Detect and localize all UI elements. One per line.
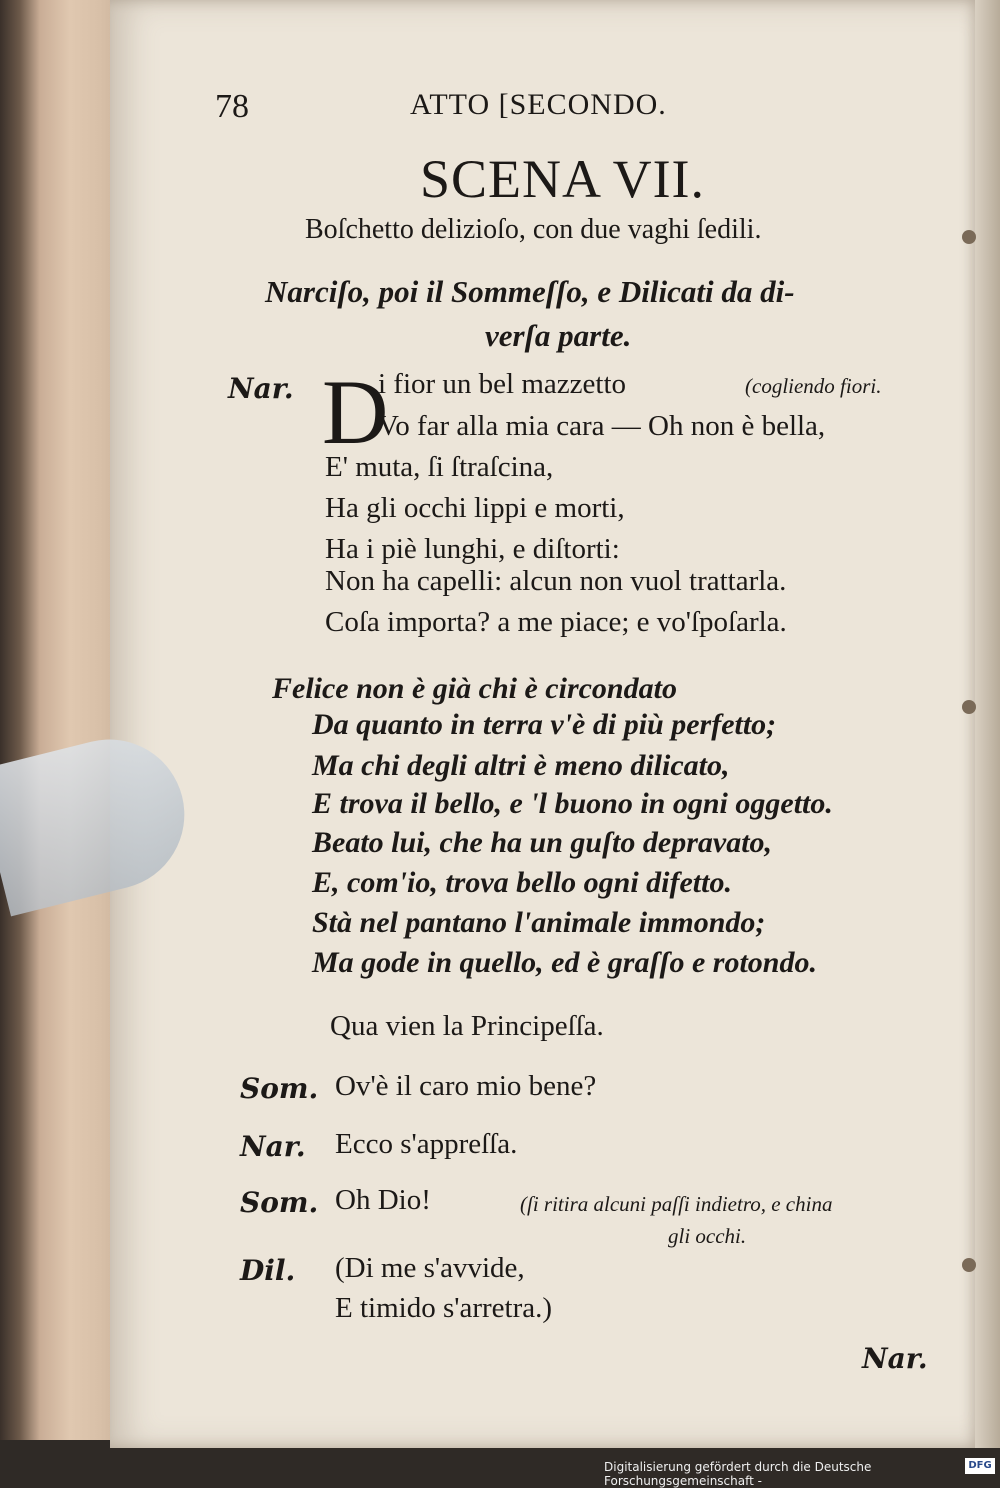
binding-stitch [962,1258,976,1272]
aria-line: Beato lui, che ha un guſto depravato, [312,826,773,859]
verse-line: Vo far alla mia cara — Oh non è bella, [378,410,826,442]
stage-direction: Narciſo, poi il Sommeſſo, e Dilicati da di- [265,274,795,309]
speaker-label: Nar. [240,1130,306,1163]
binding-edge [975,0,1000,1448]
verse-line: (Di me s'avvide, [335,1252,525,1284]
drop-cap: D [322,361,389,463]
verse-line: Ha i piè lunghi, e diſtorti: [325,533,620,565]
aria-line: Da quanto in terra v'è di più perfetto; [312,708,777,741]
stage-aside: gli occhi. [668,1224,747,1248]
verse-line: Coſa importa? a me piace; e vo'ſpoſarla. [325,606,787,638]
verse-line: E' muta, ſi ſtraſcina, [325,451,554,483]
aria-line: Ma chi degli altri è meno dilicato, [312,749,730,782]
stage-aside: (cogliendo fiori. [745,374,882,398]
catchword: Nar. [862,1342,928,1375]
aria-line: Stà nel pantano l'animale immondo; [312,906,766,939]
aria-line: E trova il bello, e 'l buono in ogni oggetto. [312,787,833,820]
verse-line: Oh Dio! [335,1184,431,1216]
aria-line: Felice non è già chi è circondato [272,672,677,705]
running-head: ATTO [SECONDO. [410,88,667,121]
stage-direction: verſa parte. [485,318,632,353]
binding-stitch [962,700,976,714]
verse-line: Qua vien la Principeſſa. [330,1010,604,1042]
scene-setting: Boſchetto delizioſo, con due vaghi ſedili. [305,214,762,245]
verse-line: Ha gli occhi lippi e morti, [325,492,625,524]
book-page-edges [0,0,120,1440]
aria-line: E, com'io, trova bello ogni difetto. [312,866,732,899]
verse-line: Ov'è il caro mio bene? [335,1070,597,1102]
aria-line: Ma gode in quello, ed è graſſo e rotondo. [312,946,817,979]
binding-stitch [962,230,976,244]
page-number: 78 [215,88,249,125]
speaker-label: Dil. [240,1254,296,1287]
speaker-label: Nar. [228,372,294,405]
speaker-label: Som. [240,1072,319,1105]
verse-line: i fior un bel mazzetto [378,368,627,400]
verse-line: Ecco s'appreſſa. [335,1128,518,1160]
stage-aside: (ſi ritira alcuni paſſi indietro, e china [520,1192,833,1216]
scene-title: SCENA VII. [420,149,706,209]
digitization-credit: Digitalisierung gefördert durch die Deutsche Forschungsgemeinschaft - [604,1460,872,1488]
dfg-logo: DFG [965,1458,995,1474]
verse-line: Non ha capelli: alcun non vuol trattarla. [325,565,787,597]
verse-line: E timido s'arretra.) [335,1292,553,1324]
speaker-label: Som. [240,1186,319,1219]
